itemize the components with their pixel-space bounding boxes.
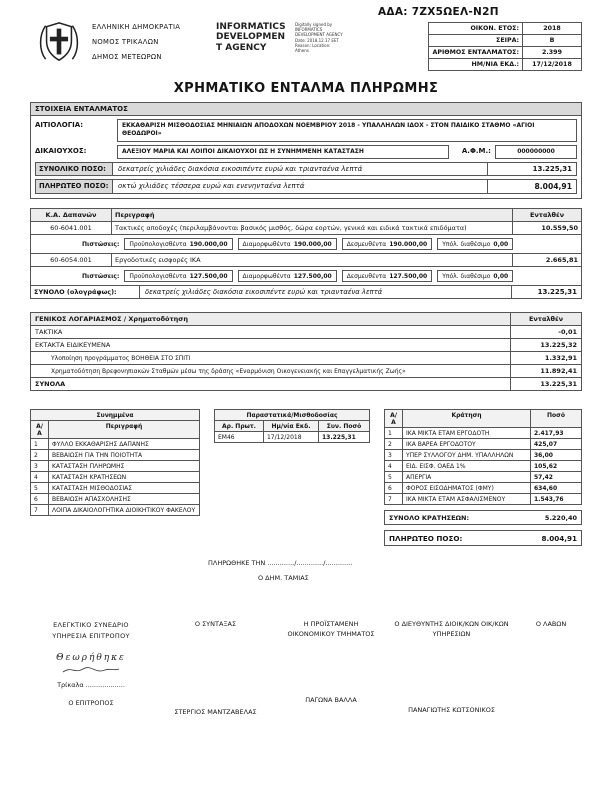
attachments-title: Συνημμένα	[31, 410, 200, 421]
info-row-series	[429, 35, 582, 47]
stamp-agency-name: INFORMATICS DEVELOPMEN T AGENCY	[216, 22, 286, 53]
deductions-col-name: Κράτηση	[403, 410, 531, 428]
expense-desc: Τακτικές αποδοχές (περιλαμβάνονται βασικός μισθός, δώρα εορτών, γενικά και ειδικά τακτικά επιδόματα)	[112, 222, 513, 235]
total-amount-label: ΣΥΝΟΛΙΚΟ ΠΟΣΟ:	[35, 162, 113, 176]
ga-amount: -0,01	[511, 326, 582, 339]
ga-total-label: ΣΥΝΟΛΑ	[31, 378, 511, 391]
reason-value: ΕΚΚΑΘΑΡΙΣΗ ΜΙΣΘΟΔΟΣΙΑΣ ΜΗΝΙΑΙΩΝ ΑΠΟΔΟΧΩΝ ΝΟΕΜΒΡΙΟΥ 2018 - ΥΠΑΛΛΗΛΩΝ ΙΔΟΧ - ΣΤΟΝ ΠΑΙΔΙΚΟ ΣΤΑΘΜΟ «ΑΓΙΟΙ ΘΕΟΔΩΡΟΙ»	[117, 119, 577, 142]
expense-amount: 2.665,81	[513, 254, 582, 267]
general-account-table	[30, 312, 582, 391]
info-label: ΗΜ/ΝΙΑ ΕΚΔ.:	[429, 59, 523, 71]
credits-label: Πιστώσεις:	[82, 272, 120, 280]
attachment-row: 1 ΦΥΛΛΟ ΕΚΚΑΘΑΡΙΣΗΣ ΔΑΠΑΝΗΣ	[31, 439, 200, 450]
deduction-row: 2 ΙΚΑ ΒΑΡΕΑ ΕΡΓΟΔΟΤΟΥ 425,07	[385, 439, 582, 450]
credits-line	[82, 269, 578, 283]
document-row: ΕΜ46 17/12/2018 13.225,31	[215, 432, 370, 443]
document-header	[30, 20, 582, 71]
expense-desc: Εργοδοτικές εισφορές ΙΚΑ	[112, 254, 513, 267]
deduction-row: 1 ΙΚΑ ΜΙΚΤΑ ΕΤΑΜ ΕΡΓΟΔΟΤΗ 2.417,93	[385, 428, 582, 439]
general-account-row	[31, 352, 582, 365]
authority-line-municipality: ΔΗΜΟΣ ΜΕΤΕΩΡΩΝ	[92, 53, 162, 61]
expense-row	[31, 254, 582, 267]
info-row-number	[429, 47, 582, 59]
general-account-row	[31, 365, 582, 378]
payable-amount-row	[31, 176, 581, 198]
documents-table	[214, 409, 370, 443]
signer-author-block	[162, 620, 270, 717]
signatures-section	[30, 620, 582, 717]
deductions-block	[384, 409, 582, 546]
expense-credits-row	[31, 267, 582, 286]
total-amount-row	[31, 159, 581, 176]
info-value: Β	[523, 35, 582, 47]
attachments-col-num: Α/Α	[31, 421, 49, 439]
beneficiary-label: ΔΙΚΑΙΟΥΧΟΣ:	[35, 146, 87, 155]
attachments-table	[30, 409, 200, 516]
credit-budgeted: Προϋπολογισθέντα 190.000,00	[124, 238, 232, 250]
issuing-authority	[92, 23, 210, 68]
audit-court-block	[30, 620, 152, 717]
ga-sublabel: Χρηματοδότηση Βρεφονηπιακών Σταθμών μέσω της δράσης «Εναρμόνιση Οικογενειακής και Επαγγελματικής Ζωής»	[31, 365, 511, 378]
deductions-total-label: ΣΥΝΟΛΟ ΚΡΑΤΗΣΕΩΝ:	[389, 513, 470, 522]
info-label: ΣΕΙΡΑ:	[429, 35, 523, 47]
expenses-total-label: ΣΥΝΟΛΟ (ολογράφως):	[30, 286, 140, 299]
signer-name: ΠΑΓΩΝΑ ΒΑΛΛΑ	[305, 695, 357, 704]
ga-amount: 11.892,41	[511, 365, 582, 378]
attachment-row: 3 ΚΑΤΑΣΤΑΣΗ ΠΛΗΡΩΜΗΣ	[31, 461, 200, 472]
general-account-total-row	[31, 378, 582, 391]
signer-director-block	[393, 620, 511, 717]
credits-line	[82, 237, 578, 251]
payable-amount-value: 8.004,91	[488, 179, 577, 194]
final-payable-label: ΠΛΗΡΩΤΕΟ ΠΟΣΟ:	[389, 533, 463, 543]
final-payable-amount: 8.004,91	[541, 533, 577, 543]
signer-name: ΣΤΕΡΓΙΟΣ ΜΑΝΤΖΑΒΕΛΑΣ	[174, 707, 257, 716]
municipal-treasurer-label: Ο ΔΗΜ. ΤΑΜΙΑΣ	[258, 574, 309, 583]
signer-name: ΠΑΝΑΓΙΩΤΗΣ ΚΩΤΣΟΝΙΚΟΣ	[408, 705, 495, 714]
recipient-block	[520, 620, 582, 717]
expenses-header-row	[31, 209, 582, 222]
general-account-header-row	[31, 313, 582, 326]
digital-signature-stamp	[216, 22, 346, 53]
approved-handwritten-note: Θεωρήθηκε	[56, 652, 126, 663]
deduction-row: 7 ΙΚΑ ΜΙΚΤΑ ΕΤΑΜ ΑΣΦΑΛΙΣΜΕΝΟΥ 1.543,76	[385, 494, 582, 505]
deductions-col-amount: Ποσό	[531, 410, 582, 428]
documents-col-num: Αρ. Πρωτ.	[215, 421, 264, 432]
final-payable-row	[384, 530, 582, 546]
signer-role: Ο ΣΥΝΤΑΞΑΣ	[194, 620, 237, 629]
credit-committed: Δεσμευθέντα 127.500,00	[342, 270, 432, 282]
greek-coat-of-arms-icon	[36, 20, 82, 64]
deduction-row: 6 ΦΟΡΟΣ ΕΙΣΟΔΗΜΑΤΟΣ (ΦΜΥ) 634,60	[385, 483, 582, 494]
info-label: ΟΙΚΟΝ. ΕΤΟΣ:	[429, 23, 523, 35]
order-details-section	[30, 102, 582, 199]
info-value: 17/12/2018	[523, 59, 582, 71]
signer-finance-head-block	[279, 620, 383, 717]
handwritten-signature-scribble	[61, 665, 121, 675]
info-label: ΑΡΙΘΜΟΣ ΕΝΤΑΛΜΑΤΟΣ:	[429, 47, 523, 59]
commissioner-service-line: ΥΠΗΡΕΣΙΑ ΕΠΙΤΡΟΠΟΥ	[52, 631, 130, 640]
credit-formed: Διαμορφωθέντα 127.500,00	[238, 270, 337, 282]
attachment-row: 4 ΚΑΤΑΣΤΑΣΗ ΚΡΑΤΗΣΕΩΝ	[31, 472, 200, 483]
credit-remaining: Υπόλ. διαθέσιμο 0,00	[437, 238, 513, 250]
bottom-tables	[30, 409, 582, 546]
payable-amount-words: οκτώ χιλιάδες τέσσερα ευρώ και ενενηνταένα λεπτά	[113, 179, 488, 194]
deduction-row: 5 ΑΠΕΡΓΙΑ 57,42	[385, 472, 582, 483]
attachments-col-desc: Περιγραφή	[49, 421, 200, 439]
signer-role: Ο ΛΑΒΩΝ	[535, 620, 567, 629]
expense-amount: 10.559,50	[513, 222, 582, 235]
general-account-row	[31, 339, 582, 352]
expense-code: 60-6041.001	[31, 222, 112, 235]
general-account-row	[31, 326, 582, 339]
expense-code: 60-6054.001	[31, 254, 112, 267]
attachment-row: 5 ΚΑΤΑΣΤΑΣΗ ΜΙΣΘΟΔΟΣΙΑΣ	[31, 483, 200, 494]
expense-row	[31, 222, 582, 235]
ga-label: ΤΑΚΤΙΚΑ	[31, 326, 511, 339]
expenses-total-amount: 13.225,31	[512, 286, 582, 299]
info-row-year	[429, 23, 582, 35]
credits-label: Πιστώσεις:	[82, 240, 120, 248]
credit-remaining: Υπόλ. διαθέσιμο 0,00	[437, 270, 513, 282]
info-value: 2018	[523, 23, 582, 35]
deductions-total-row	[384, 510, 582, 525]
paid-on-line: ΠΛΗΡΩΘΗΚΕ ΤΗΝ ............./............./.............	[208, 559, 353, 568]
page-title: ΧΡΗΜΑΤΙΚΟ ΕΝΤΑΛΜΑ ΠΛΗΡΩΜΗΣ	[173, 81, 439, 96]
documents-col-amount: Συν. Ποσό	[319, 421, 370, 432]
expense-credits-row	[31, 235, 582, 254]
order-info-table	[428, 22, 582, 71]
credit-committed: Δεσμευθέντα 190.000,00	[342, 238, 432, 250]
reason-row	[31, 116, 581, 142]
ada-code: ΑΔΑ: 7ΖΧ5ΩΕΛ-Ν2Π	[378, 6, 499, 18]
deduction-row: 3 ΥΠΕΡ ΣΥΛΛΟΓΟΥ ΔΗΜ. ΥΠΑΛΛΗΛΩΝ 36,00	[385, 450, 582, 461]
place-date-line: Τρίκαλα ...................	[57, 680, 125, 689]
ga-total-amount: 13.225,31	[511, 378, 582, 391]
attachment-row: 7 ΛΟΙΠΑ ΔΙΚΑΙΟΛΟΓΗΤΙΚΑ ΔΙΟΙΚΗΤΙΚΟΥ ΦΑΚΕΛΟΥ	[31, 505, 200, 516]
authority-line-prefecture: ΝΟΜΟΣ ΤΡΙΚΑΛΩΝ	[92, 38, 159, 46]
expenses-total-row	[30, 286, 582, 299]
credit-formed: Διαμορφωθέντα 190.000,00	[238, 238, 337, 250]
deductions-total-amount: 5.220,40	[544, 513, 577, 522]
expenses-col-code: Κ.Α. Δαπανών	[31, 209, 112, 222]
deduction-row: 4 ΕΙΔ. ΕΙΣΦ. ΟΑΕΔ 1% 105,62	[385, 461, 582, 472]
general-account-col-amount: Ενταλθέν	[511, 313, 582, 326]
attachment-row: 2 ΒΕΒΑΙΩΣΗ ΓΙΑ ΤΗΝ ΠΟΙΟΤΗΤΑ	[31, 450, 200, 461]
documents-col-date: Ημ/νία Εκδ.	[263, 421, 318, 432]
signer-role: Η ΠΡΟΪΣΤΑΜΕΝΗ ΟΙΚΟΝΟΜΙΚΟΥ ΤΜΗΜΑΤΟΣ	[287, 620, 375, 638]
reason-label: ΑΙΤΙΟΛΟΓΙΑ:	[35, 121, 84, 129]
credit-budgeted: Προϋπολογισθέντα 127.500,00	[124, 270, 232, 282]
ga-label: ΕΚΤΑΚΤΑ ΕΙΔΙΚΕΥΜΕΝΑ	[31, 339, 511, 352]
expenses-table	[30, 208, 582, 286]
afm-value: 000000000	[495, 145, 577, 159]
afm-label: Α.Φ.Μ.:	[461, 146, 491, 155]
general-account-col-title: ΓΕΝΙΚΟΣ ΛΟΓΑΡΙΑΣΜΟΣ / Χρηματοδότηση	[31, 313, 511, 326]
beneficiary-row	[31, 142, 581, 159]
total-amount-words: δεκατρείς χιλιάδες διακόσια εικοσιπέντε ευρώ και τριανταένα λεπτά	[113, 162, 488, 176]
ga-amount: 13.225,32	[511, 339, 582, 352]
deductions-table	[384, 409, 582, 505]
info-value: 2.399	[523, 47, 582, 59]
commissioner-label: Ο ΕΠΙΤΡΟΠΟΣ	[68, 698, 114, 707]
details-section-title: ΣΤΟΙΧΕΙΑ ΕΝΤΑΛΜΑΤΟΣ	[31, 103, 581, 116]
expenses-total-words: δεκατρείς χιλιάδες διακόσια εικοσιπέντε ευρώ και τριανταένα λεπτά	[140, 286, 512, 299]
ga-amount: 1.332,91	[511, 352, 582, 365]
expenses-col-desc: Περιγραφή	[112, 209, 513, 222]
emblem-wrap	[30, 20, 88, 66]
expenses-col-amount: Ενταλθέν	[513, 209, 582, 222]
stamp-signature-details: Digitally signed by INFORMATICS DEVELOPMENT AGENCY Date: 2018.12.17 EET Reason: Location: Athens	[295, 22, 343, 53]
info-row-issue-date	[429, 59, 582, 71]
total-amount-value: 13.225,31	[488, 162, 577, 176]
deductions-col-num: Α/Α	[385, 410, 403, 428]
ga-sublabel: Υλοποίηση προγράμματος ΒΟΗΘΕΙΑ ΣΤΟ ΣΠΙΤΙ	[31, 352, 511, 365]
beneficiary-value: ΑΛΕΞΙΟΥ ΜΑΡΙΑ ΚΑΙ ΛΟΙΠΟΙ ΔΙΚΑΙΟΥΧΟΙ ΩΣ Η ΣΥΝΗΜΜΕΝΗ ΚΑΤΑΣΤΑΣΗ	[117, 145, 449, 159]
documents-title: Παραστατικά/Μισθοδοσίας	[215, 410, 370, 421]
signer-role: Ο ΔΙΕΥΘΥΝΤΗΣ ΔΙΟΙΚ/ΚΩΝ ΟΙΚ/ΚΩΝ ΥΠΗΡΕΣΙΩΝ	[394, 620, 509, 638]
attachment-row: 6 ΒΕΒΑΙΩΣΗ ΑΠΑΣΧΟΛΗΣΗΣ	[31, 494, 200, 505]
payable-amount-label: ΠΛΗΡΩΤΕΟ ΠΟΣΟ:	[35, 179, 113, 194]
authority-line-republic: ΕΛΛΗΝΙΚΗ ΔΗΜΟΚΡΑΤΙΑ	[92, 23, 181, 31]
audit-court-line: ΕΛΕΓΚΤΙΚΟ ΣΥΝΕΔΡΙΟ	[53, 621, 129, 630]
